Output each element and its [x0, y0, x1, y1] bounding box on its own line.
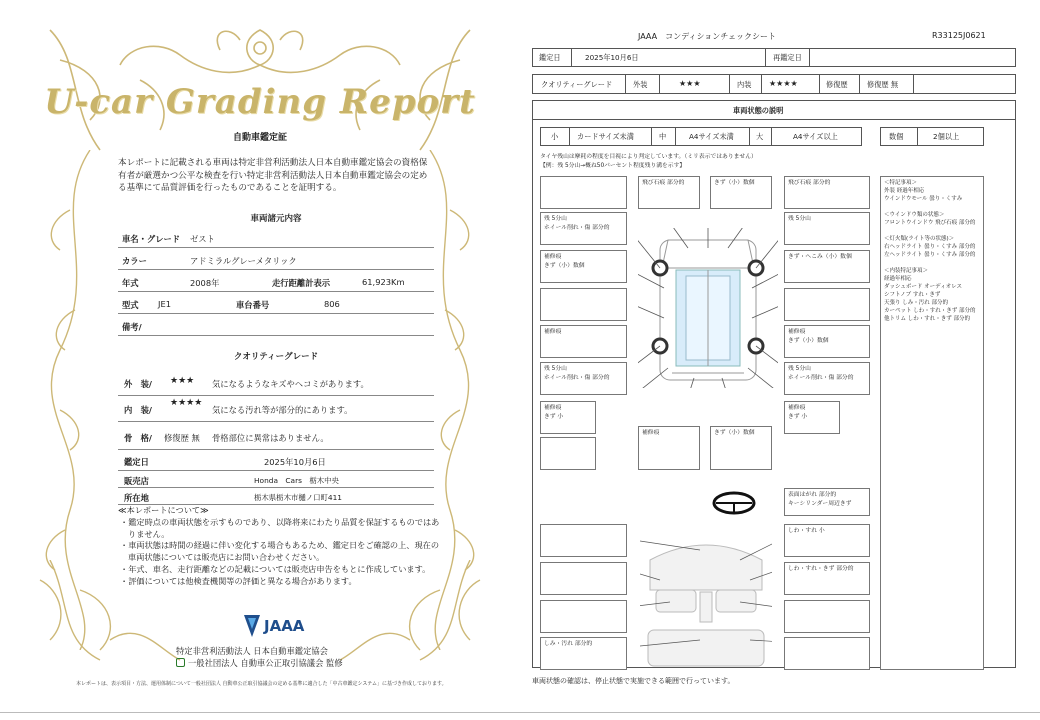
interior-box-right-1: しわ・すれ 小	[784, 524, 870, 557]
count-legend	[880, 127, 984, 146]
frame-label: 骨 格/	[124, 433, 152, 443]
exterior-box-left-7: 補修痕 きず 小	[540, 401, 596, 434]
sheet-title: JAAA コンディションチェックシート	[638, 32, 777, 41]
exterior-box	[540, 176, 627, 209]
inspect-date-label: 鑑定日	[539, 53, 561, 62]
association-jaaa: 特定非営利活動法人 日本自動車鑑定協会	[176, 646, 328, 656]
ext-stars: ★★★	[679, 79, 701, 88]
row-frame	[118, 426, 434, 450]
jaaa-logo	[242, 612, 314, 640]
size-large-desc: A4サイズ以上	[793, 132, 838, 141]
row-remarks	[118, 316, 434, 336]
interior-box	[784, 600, 870, 633]
note-item: ・評価については他検査機関等の評価と異なる場合があります。	[120, 575, 357, 586]
sheet-footer: 車両状態の確認は、停止状態で実施できる範囲で行っています。	[532, 677, 735, 685]
size-small-desc: カードサイズ未満	[577, 132, 634, 141]
state-heading: 車両状態の説明	[733, 106, 784, 115]
exterior-box-bottom-center: きず（小）数個	[710, 426, 772, 470]
report-notes	[118, 505, 440, 588]
row-interior	[118, 398, 434, 422]
year-label: 年式	[122, 278, 139, 288]
jaaa-logo-text: JAAA	[264, 617, 305, 635]
car-name-value: ゼスト	[190, 234, 215, 244]
model-value: JE1	[158, 299, 171, 309]
spec-heading: 車両諸元内容	[250, 214, 302, 224]
exterior-box-right-3: きず・へこみ（小）数個	[784, 250, 870, 283]
interior-box-right-2: しわ・すれ・きず 部分的	[784, 562, 870, 595]
reinspect-label: 再鑑定日	[773, 53, 802, 62]
notes-title: ≪本レポートについて≫	[118, 505, 209, 515]
int-label: 内装	[737, 80, 752, 89]
count-desc: 2個以上	[933, 132, 960, 141]
interior-box	[540, 600, 627, 633]
row-year	[118, 272, 434, 292]
certificate-title: U-car Grading Report	[44, 82, 476, 122]
exterior-box-bottom-left: 補修痕	[638, 426, 700, 470]
row-color	[118, 250, 434, 270]
steering-box: 表面はがれ 部分的 キーシリンダー周辺きず	[784, 488, 870, 516]
date-label: 鑑定日	[124, 457, 149, 467]
mileage-value: 61,923Km	[362, 277, 405, 287]
interior-box	[784, 637, 870, 670]
interior-box-left-last: しみ・汚れ 部分的	[540, 637, 627, 670]
car-name-label: 車名・グレード	[122, 234, 181, 244]
note-item: ・鑑定時点の車両状態を示すものであり、以降将来にわたり品質を保証するものではありません。	[120, 516, 440, 539]
date-row	[532, 48, 1016, 67]
note-item: ・年式、車名、走行距離などの記載については販売店申告をもとに作成しています。	[120, 563, 431, 574]
ornament-left-icon	[30, 150, 110, 650]
exterior-label: 外 装/	[124, 379, 152, 389]
row-date	[118, 453, 434, 471]
interior-diagram-icon	[640, 530, 772, 670]
quality-row	[532, 74, 1016, 94]
quality-label: クオリティーグレード	[541, 80, 613, 89]
year-value: 2008年	[190, 278, 220, 288]
repair-label: 修復歴	[826, 80, 848, 89]
exterior-box	[540, 288, 627, 321]
chassis-label: 車台番号	[236, 300, 270, 310]
exterior-desc: 気になるようなキズやヘコミがあります。	[212, 379, 369, 389]
jaaa-emblem-icon	[242, 613, 262, 639]
row-car-name	[118, 228, 434, 248]
interior-box	[540, 562, 627, 595]
row-exterior	[118, 372, 434, 396]
row-shop	[118, 472, 434, 488]
size-mid-desc: A4サイズ未満	[689, 132, 734, 141]
tire-example: 【例：残 5分山→概ね50パーセント程度残り溝を示す】	[540, 163, 686, 169]
exterior-box-top-left: 飛び石痕 部分的	[638, 176, 700, 209]
exterior-box-top-center: きず（小）数個	[710, 176, 772, 209]
exterior-box-left-2: 残 5分山 ホイール削れ・傷 部分的	[540, 212, 627, 245]
repair-value: 修復歴 無	[867, 80, 899, 89]
row-model	[118, 294, 434, 314]
interior-desc: 気になる汚れ等が部分的にあります。	[212, 405, 353, 415]
exterior-box	[540, 437, 596, 470]
exterior-box-left-6: 残 5分山 ホイール削れ・傷 部分的	[540, 362, 627, 395]
sheet-id: R33125J0621	[932, 31, 986, 40]
association-block	[176, 646, 343, 669]
mileage-label: 走行距離計表示	[272, 278, 331, 288]
frame-value: 修復歴 無	[164, 433, 200, 443]
exterior-box-left-3: 補修痕 きず（小）数個	[540, 250, 627, 283]
exterior-box-top-right: 飛び石痕 部分的	[784, 176, 870, 209]
color-label: カラー	[122, 256, 147, 266]
size-small: 小	[551, 132, 559, 141]
exterior-box-right-6: 残 5分山 ホイール削れ・傷 部分的	[784, 362, 870, 395]
bottom-rule	[0, 712, 1040, 713]
certificate-intro: 本レポートに記載される車両は特定非営利活動法人日本自動車鑑定協会の資格保有者が厳選かつ公平な検査を行い特定非営利活動法人日本自動車鑑定協会の定める基準にて品質評価を行ったものであることを証明する。	[118, 158, 428, 193]
car-top-view-icon	[638, 228, 778, 388]
chassis-value: 806	[324, 299, 340, 309]
count-label: 数個	[889, 132, 904, 141]
tire-note: タイヤ残山は摩耗の程度を目視により判定しています。（ミリ表示ではありません）	[540, 154, 757, 160]
association-fair-trade: 一般社団法人 自動車公正取引協議会 監修	[188, 657, 343, 668]
certificate-footnote: 本レポートは、表示項目・方法、運用体制について一般社団法人 自動車公正取引協議会の定める基準に適合した「中古車鑑定システム」に基づき作成しております。	[76, 681, 447, 687]
shop-label: 販売店	[124, 476, 149, 486]
exterior-box-right-2: 残 5分山	[784, 212, 870, 245]
steering-wheel-icon	[712, 490, 756, 516]
certificate-subtitle: 自動車鑑定証	[232, 133, 287, 143]
int-stars: ★★★★	[769, 79, 798, 88]
condition-check-sheet	[520, 0, 1040, 720]
interior-box	[540, 524, 627, 557]
interior-label: 内 装/	[124, 405, 152, 415]
note-item: ・車両状態は時間の経過に伴い変化する場合もあるため、鑑定日をご確認の上、現在の車両状態については販売店にお問い合わせください。	[120, 540, 440, 563]
interior-stars: ★★★★	[170, 398, 203, 408]
exterior-box	[784, 288, 870, 321]
address-label: 所在地	[124, 493, 149, 503]
remarks-label: 備考/	[122, 322, 142, 332]
inspect-date: 2025年10月6日	[585, 53, 639, 62]
date-value: 2025年10月6日	[264, 457, 326, 467]
exterior-box-right-5: 補修痕 きず（小）数個	[784, 325, 870, 358]
exterior-box-right-7: 補修痕 きず 小	[784, 401, 840, 434]
fair-trade-icon	[176, 658, 185, 667]
address-value: 栃木県栃木市樋ノ口町411	[254, 493, 343, 502]
color-value: アドミラルグレーメタリック	[190, 256, 297, 266]
exterior-box-left-5: 補修痕	[540, 325, 627, 358]
exterior-stars: ★★★	[170, 376, 195, 386]
size-mid: 中	[659, 132, 667, 141]
model-label: 型式	[122, 300, 139, 310]
frame-desc: 骨格部位に異常はありません。	[212, 433, 329, 443]
special-notes-panel: ＜特記事項＞ 外装 経過年相応 ウインドウモール 曇り・くすみ ＜ウインドウ類の状態＞ フロントウインドウ 飛び石痕 部分的 ＜灯火類(ライト等の状態)＞ 右ヘッドライト 曇り・くすみ 部分的 左ヘッドライト 曇り・くすみ 部分的 ＜内装特記事項＞ 経過年相応 ダッシュボード オーディオレス シフトノブ すれ・きず 天張り しみ・汚れ 部分的 カーペット しわ・すれ・きず 部分的 他トリム しわ・すれ・きず 部分的	[880, 176, 984, 670]
size-legend	[540, 127, 862, 146]
shop-value: Honda Cars 栃木中央	[254, 476, 339, 485]
ext-label: 外装	[633, 80, 648, 89]
size-large: 大	[756, 132, 764, 141]
row-address	[118, 489, 434, 505]
quality-heading: クオリティーグレード	[233, 352, 319, 362]
